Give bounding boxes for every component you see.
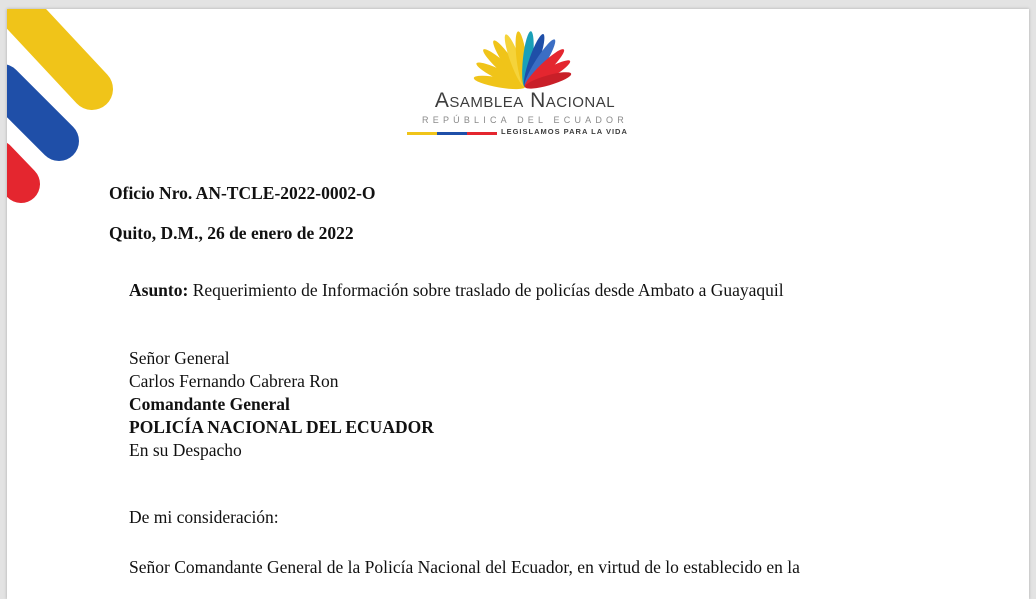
recipient-institution: POLICÍA NACIONAL DEL ECUADOR: [129, 417, 434, 437]
recipient-name: Carlos Fernando Cabrera Ron: [129, 371, 339, 391]
subject-text: Requerimiento de Información sobre traslado de policías desde Ambato a Guayaquil: [192, 280, 784, 300]
oficio-number: Oficio Nro. AN-TCLE-2022-0002-O: [109, 183, 376, 203]
subject-line: [129, 280, 784, 301]
body-first-line: Señor Comandante General de la Policía Nacional del Ecuador, en virtud de lo establecido en la: [129, 557, 800, 577]
subject-label: Asunto:: [129, 280, 189, 300]
recipient-title: Comandante General: [129, 394, 290, 414]
org-tagline: LEGISLAMOS PARA LA VIDA: [501, 127, 628, 136]
body-paragraph: [129, 555, 935, 579]
org-name: Asamblea Nacional: [434, 89, 616, 112]
red-stripe: [7, 159, 21, 184]
assembly-logo: [395, 31, 655, 143]
blue-stripe: [7, 84, 59, 141]
document-page: [7, 9, 1029, 599]
org-subtitle: REPÚBLICA DEL ECUADOR: [422, 115, 628, 125]
greeting: De mi consideración:: [129, 507, 279, 527]
logo-color-line: [407, 132, 497, 135]
recipient-location: En su Despacho: [129, 440, 242, 460]
sunburst-emblem-icon: [467, 31, 587, 91]
flag-stripes-decoration: [7, 9, 127, 209]
yellow-stripe: [22, 14, 92, 89]
place-date: Quito, D.M., 26 de enero de 2022: [109, 223, 354, 243]
recipient-salutation: Señor General: [129, 348, 230, 368]
